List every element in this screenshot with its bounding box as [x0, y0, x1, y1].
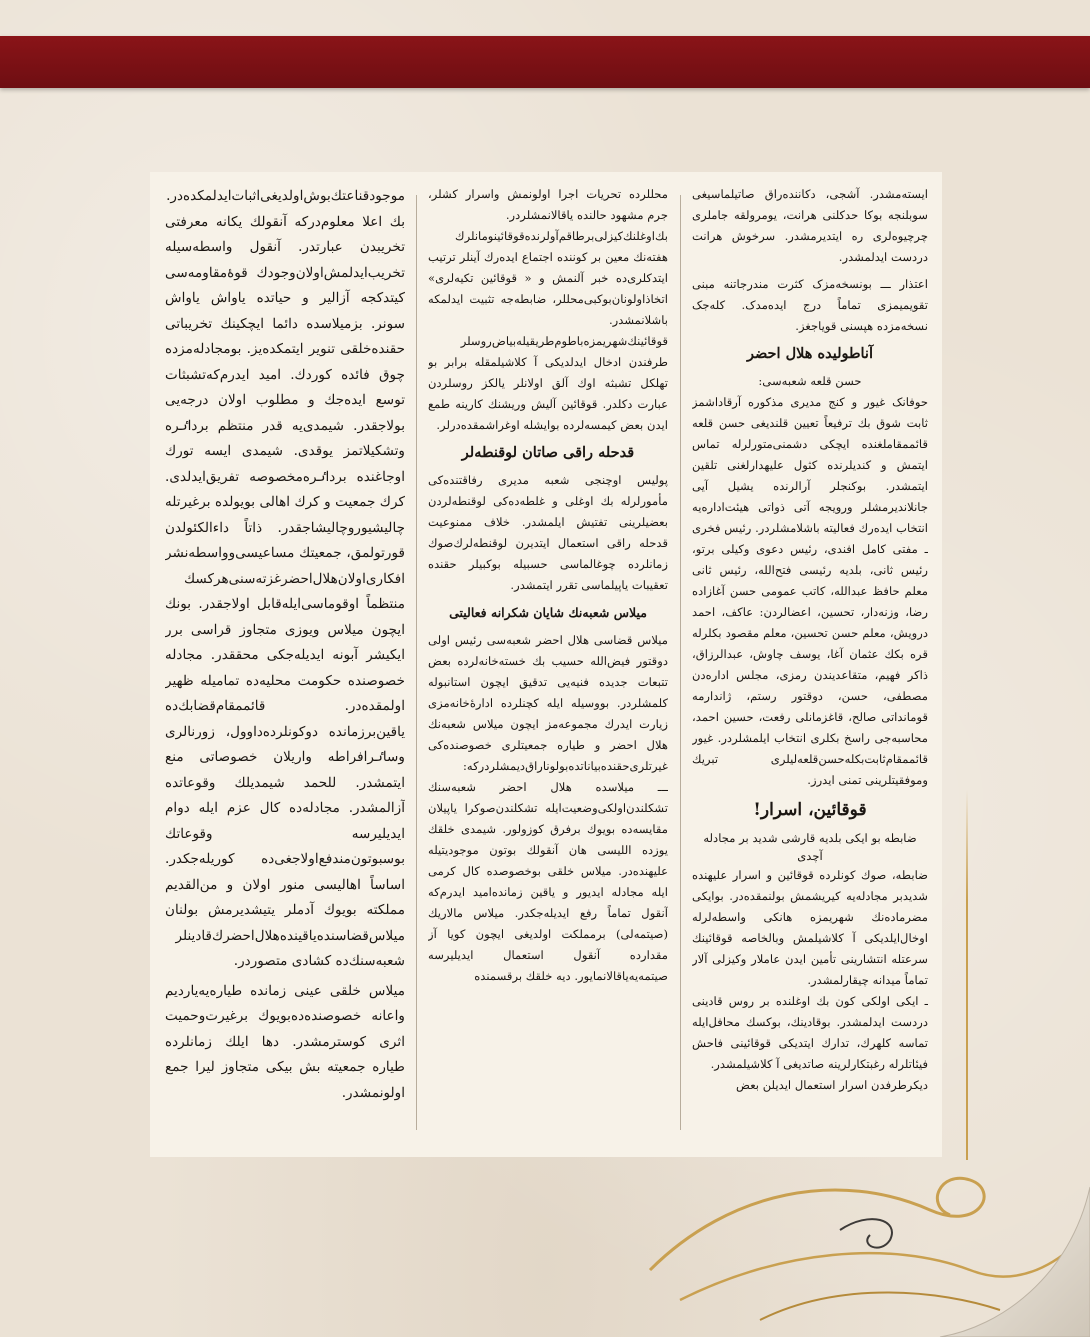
article-heading: قدحله راقی صاتان لوقنطه‌لر — [461, 444, 635, 461]
paragraph: موجودقناعتك‌بوش‌اولدیغی‌اثبات‌ایدلمکده‌در. بك اعلا معلوم‌درکه آنقولك یکانه معرفتی تخریبدن عبارتدر. آنقول واسطه‌سیله تخریب‌ایدلمش‌اولان‌وجودك قوهٔ‌مقاومه‌سی کیتدکجه آزالیر و حیاتده یاواش یاواش سونر. بزمیلاسده دائما ایچکینك تخریباتی حقنده‌خلقی تنویر ایتمکده‌یز. بومجادله‌مزده چوق فائده کوردك. امید ایدرم‌که‌تشبثات توسع ایده‌جك و مطلوب اولان درجه‌یی بولاجقدر. شیمدی‌یه قدر منتظم برداٸره وتشکیلاتمز یوقدی. شیمدی ایسه تورك اوجاغنده برداٸره‌مخصوصه تفریق‌ایدلدی. کرك جمعیت و کرك اهالی بویولده برغیرتله چالیشیور‌وچالیشاجقدر. ذاتاً داءالکئولدن قورتولمق، جمعیتك مساعیسی‌وواسطه‌نشر افکاری‌اولان‌هلال‌احضر‌غزته‌سنی‌هر‌کسك منتظماً اوقوماسی‌ایله‌قابل اولاجقدر. بونك ایچون میلاس ویوزی متجاوز قراسی برر ایکیشر آبونه ایدیله‌جکی محققدر. مجادله خصوصنده حکومت محلیه‌ده تماميله ظهیر اولمقده‌در. قائممقام‌قضابك‌ده یاقین‌برزمانده دوکونلرده‌داوول، زورنالری وساٸرافراطه واریلان خصوصاتی منع ایتمشدر. للحمد شیمدیلك وقوعاتده آزالمشدر. مجادله‌ده کال عزم ایله دوام ایدیلیرسه وقوعاتك بوسبوتون‌مندفع‌اولاجغی‌ده کوریله‌جکدر. اساساً اهالیسی منور اولان و من‌القدیم مملکته بویوك آدملر یتیشدیرمش بولنان میلاس‌قضاسنده‌یاقینده‌هلال‌احضرك‌قادینلر شعبه‌سنك‌ده کشادی متصوردر. — [165, 188, 405, 969]
paragraph: قوقائینك‌شهریمزه‌باطوم‌طریقیله‌بیاض‌روسلر طرفندن ادخال ایدلدیکی آ کلاشیلمقله برابر بو تهلکل تشبثه اوك آلق اولانلر یالکز روسلردن عبارت دکلدر. قوقائین آلیش وریشنك کارینه طمع ایدن بعض کیمسه‌لرده بوایشله اوغراشمقده‌درلر. — [428, 334, 668, 432]
paragraph: حسن قلعه شعبه‌سی: — [758, 374, 862, 388]
column-left — [165, 184, 405, 1134]
paragraph: میلاس قضاسی هلال احضر شعبه‌سی رئیس اولی دوقتور فیض‌الله حسیب بك خسته‌خانه‌لرده بعض تتبعات جدیده فنیه‌یی تدقیق ایچون استانبوله کلمشلردر. بووسیله ایله کچنلرده ادارهٔ‌خانه‌مزی زیارت ایدرك مجموعه‌مز ایچون میلاس شعبه‌نك هلال احضر و طیاره جمعیتلری خصوصنده‌کی غیرتلری‌حقنده‌بیاناتده‌بولوناراق‌دیمشلردرکه: — [428, 633, 668, 773]
paragraph: محللرده تحریات اجرا اولونمش واسرار کشلر، جرم مشهود حالنده یاقالانمشلردر. — [428, 187, 668, 222]
column-right — [692, 184, 928, 1134]
article-heading: آناطولیده هلال احضر — [746, 345, 873, 362]
paragraph: بك‌اوغلنك‌کیزلی‌برطاقم‌آولرنده‌قوقائینومانلرك هفته‌نك معین بر کوننده اجتماع ایده‌رك آینلر ترتیب ایتدکلری‌ده خبر آلنمش و « قوقائین تکیه‌لری» اتخاذاولونان‌بوکبی‌محللر، ضابطه‌جه تثبیت ایدلمکه باشلانمشدر. — [428, 229, 668, 327]
paragraph: دیکرطرفدن اسرار استعمال ایدیلن بعض — [736, 1078, 928, 1092]
paragraph: ـــ میلاسده هلال احضر شعبه‌سنك تشکلندن‌اولکی‌وضعیت‌ایله تشکلندن‌صوکرا یاپیلان مقایسه‌ده بویوك برفرق کوزولور. شیمدی خلقك یوزده اللیسی هان آنقولك بوتون موجودیتیله علیهنده‌در. میلاس خلقی بوخصوصده کال کرمی ایله مجادله ایدیور و یاقین زمانده‌امید ایدرم‌که آنقول تماماً رفع ایدیله‌جکدر. میلاس مالاریك (صیتمه‌لی) برمملکت اولدیغی ایچون کویا آز مقدارده آنقول استعمال ایدیلیرسه صیتمه‌یه‌یاقالانمایور. دیه خلقك برقسمنده — [428, 780, 668, 983]
article-heading: میلاس شعبه‌نك شایان شکرانه فعالیتی — [449, 605, 647, 620]
paragraph: حوفانک غیور و کنج مدیری مذکوره آرقاداشمز ثابت شوق بك ترفیعاً تعیین قلندیغی حسن قلعه قائممقاملغنده ایچکی دشمنی‌متورلرله تماس ایتمش و کندیلرنده کثول علیهدارلغنی تلقین ایتمشدر. بوکنجلر آرالرنده یشیل آیی جانلاندیرمشلر ورویجه آتی ذواتی هیئت‌اداره‌یه انتخاب ایده‌رك فعالیته باشلامشلردر. رئیس فخری ـ مفتی کامل افندی، رئیس دعوی وکیلی برتو، رئیس ثانی، بلدیه رئیسی فتح‌الله، رئیس ثانی معلم حافظ عبدالله، کاتب عمومی حسن آغازاده رضا، وزنه‌دار، تحسین، اعضالردن: عاکف، احمد درویش، معلم حسن تحسین، معلم مقصود بکلرله قره بکك عثمان آغا، یوسف چاوش، عبدالرزاق، ذاکر فهیم، متقاعدیندن رمزی، مجلس اداره‌دن مصطفی، حسن، دوقتور رستم، ژاندارمه قومانداتی صالح، قاغزمانلی رفعت، حسین احمد، محاسبه‌جی راسخ بکلری انتخاب ایلمشلردر. غیور قائممقام‌ثابت‌بکله‌حسن‌قلعه‌لیلری تبریك وموفقیتلرینی تمنی ایدرز. — [692, 395, 928, 787]
article-subheading: ضابطه بو ایکی بلدیه قارشی شدید بر مجادله آچدی — [703, 831, 917, 863]
paragraph: ضابطه، صوك کونلرده قوقائین و اسرار علیهنده شدیدبر مجادله‌یه کیریشمش بولنمقده‌در. بوایکی مضرماده‌نك شهریمزه هانکی واسطه‌لرله اوخال‌ایلدیکی آ کلاشیلمش وبالخاصه قوقائینك سرعتله انتشارینی تأمین ایدن عاملار وکیزلی آلار تماماً میدانه چیقارلمشدر. — [692, 868, 928, 987]
paragraph: پولیس اوچنجی شعبه مدیری رفاقتنده‌کی مأمورلرله بك اوغلی و غلطه‌ده‌کی لوقنطه‌لردن بعضیلرینی تفتیش ایلمشدر. خلاف ممنوعیت قدحله راقی استعمال ایتدیرن لوقنطه‌لرك‌صوك زمانلرده چوغالماسی حسبیله بوکبیلر حقنده تعقیبات یاپیلماسی تقرر ایتمشدر. — [428, 473, 668, 592]
header-band — [0, 36, 1090, 88]
gold-decorative-rule — [966, 790, 968, 1160]
article-heading: قوقائین، اسرار! — [753, 800, 867, 820]
page-curl — [930, 1177, 1090, 1337]
column-divider — [680, 195, 681, 1130]
column-middle — [428, 184, 668, 1134]
paragraph: اعتذار ـــ بونسخه‌مزک کثرت مندرجاتنه مبنی تقویمیمزی تماماً درج ایده‌مدک. کله‌جک نسخه‌مزده هپسنی قویاجغز. — [692, 277, 928, 333]
paragraph: ایسته‌مشدر. آشجی، دکاننده‌راق صاتیلماسیغی سوبلنجه بوکا حدکلنی هرانت، یومرولقه جاملری چرچیوه‌لری ره ایتدیرمشدر. سرخوش هرانت دردست ایدلمشدر. — [692, 187, 928, 264]
column-divider — [416, 195, 417, 1130]
paragraph: ـ ایکی اولکی کون بك اوغلنده بر روس قادینی دردست ایدلمشدر. بوقادینك، بوکسك محافل‌ایله تماسه کلهرك، تدارك ایتدیکی قوقائینی فاحش فیئاتلرله رغبتکارلرینه صاتدیغی آ کلاشیلمشدر. — [692, 994, 928, 1071]
paragraph: میلاس خلقی عینی زمانده طیاره‌یه‌یاردیم واعانه خصوصنده‌ده‌بویوك برغیرت‌وحمیت اثری کوسترمشدر. دها ایلك زمانلرده طیاره جمعیته بش بیکی متجاوز لیرا جمع اولونمشدر. — [165, 982, 405, 1101]
